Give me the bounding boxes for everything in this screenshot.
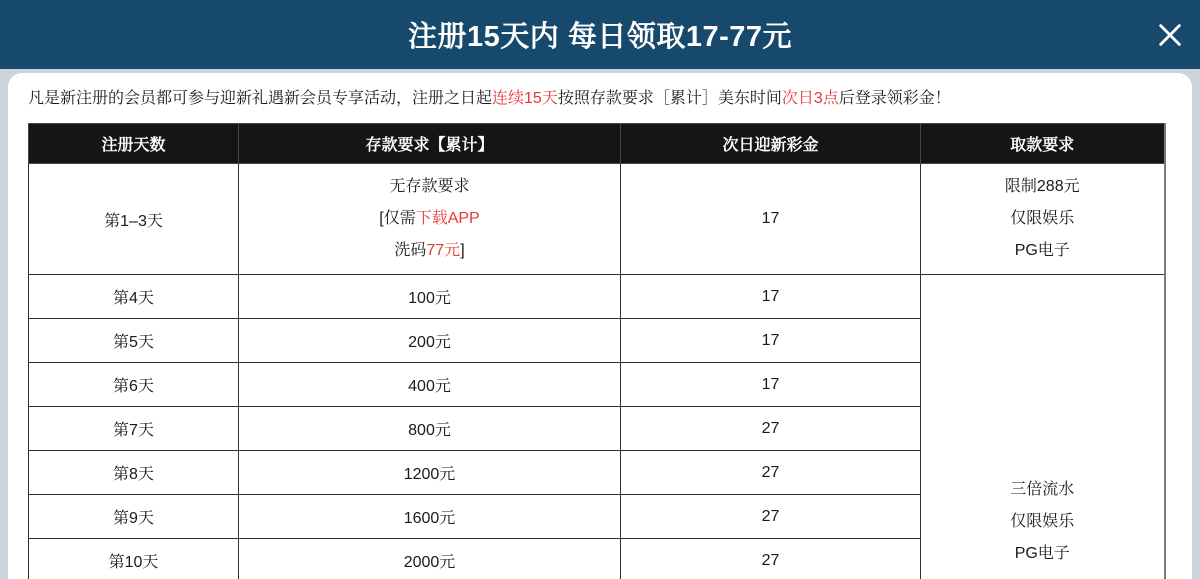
merged-withdraw-line-1: 三倍流水 [1010,481,1075,498]
deposit-line-1: 无存款要求 [389,178,470,195]
cell-day: 第10天 [29,539,239,579]
deposit-line-3 [239,235,620,267]
cell-deposit: 200元 [239,319,621,363]
cell-bonus: 27 [621,495,921,539]
cell-bonus: 17 [621,164,921,275]
cell-deposit: 1200元 [239,451,621,495]
cell-bonus: 17 [621,275,921,319]
cell-day: 第4天 [29,275,239,319]
cell-deposit: 2000元 [239,539,621,579]
cell-deposit [239,164,621,275]
col-header-withdrawal-req: 取款要求 [921,124,1165,164]
deposit-line3-red: 77元 [426,242,461,259]
withdraw-line-1: 限制288元 [1004,178,1080,195]
cell-day: 第6天 [29,363,239,407]
cell-day: 第8天 [29,451,239,495]
table-header-row [29,124,1165,164]
withdraw-line-2: 仅限娱乐 [1010,210,1075,227]
notice-text-2: 按照存款要求［累计］美东时间 [557,90,782,107]
cell-day: 第7天 [29,407,239,451]
cell-day: 第1–3天 [29,164,239,275]
notice-text-3: 后登录领彩金！ [838,90,951,107]
cell-bonus: 27 [621,407,921,451]
notice-text-1: 凡是新注册的会员都可参与迎新礼遇新会员专享活动，注册之日起 [28,90,493,107]
cell-bonus: 27 [621,451,921,495]
col-header-register-days: 注册天数 [29,124,239,164]
promo-table [28,123,1166,579]
cell-bonus: 17 [621,363,921,407]
deposit-line2-red: 下载APP [415,210,480,227]
col-header-deposit-req: 存款要求【累计】 [239,124,621,164]
cell-bonus: 17 [621,319,921,363]
merged-withdraw-line-2: 仅限娱乐 [1010,513,1075,530]
close-icon[interactable] [1152,17,1188,53]
cell-bonus: 27 [621,539,921,579]
cell-deposit: 400元 [239,363,621,407]
cell-deposit: 800元 [239,407,621,451]
promo-panel [8,73,1192,579]
cell-deposit: 100元 [239,275,621,319]
merged-withdraw-line-3: PG电子 [1014,545,1070,562]
table-row-day4 [29,275,1165,319]
deposit-line-2 [239,203,620,235]
cell-day: 第9天 [29,495,239,539]
withdraw-line-3: PG电子 [1014,242,1070,259]
notice-highlight-duration: 连续15天 [492,90,558,107]
cell-day: 第5天 [29,319,239,363]
promo-notice [8,73,1192,123]
cell-deposit: 1600元 [239,495,621,539]
notice-highlight-time: 次日3点 [781,90,839,107]
col-header-next-day-bonus: 次日迎新彩金 [621,124,921,164]
table-row-day1-3 [29,164,1165,275]
deposit-line2-prefix: [仅需 [379,210,416,227]
cell-withdrawal [921,164,1165,275]
cell-withdrawal-merged [921,275,1165,579]
deposit-line3-prefix: 洗码 [394,242,427,259]
modal-title: 注册15天内 每日领取17-77元 [408,21,792,53]
modal-titlebar [0,0,1200,69]
deposit-line3-suffix: ] [460,242,465,259]
